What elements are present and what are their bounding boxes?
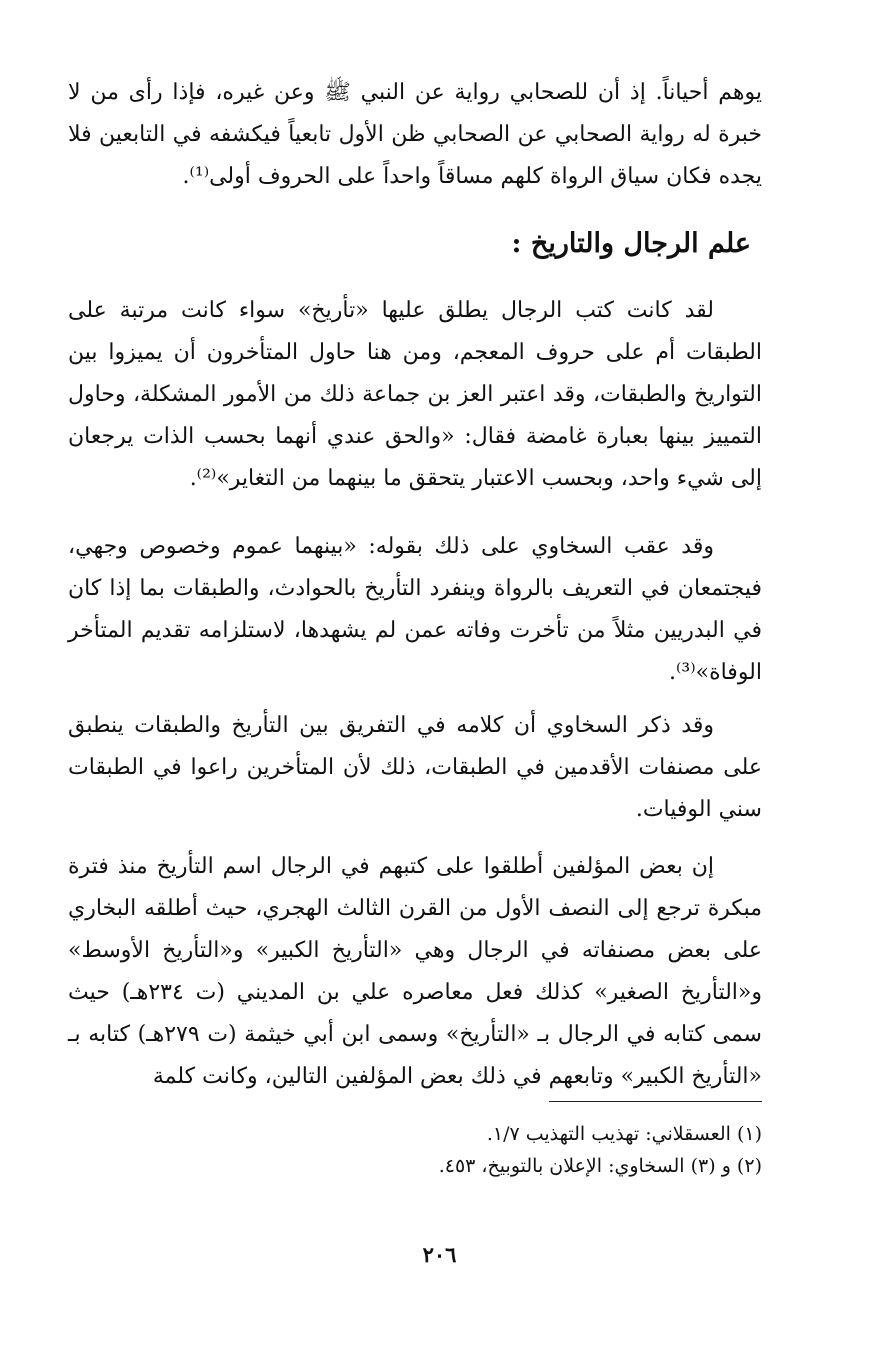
paragraph-sakhawi-distinction: وقد ذكر السخاوي أن كلامه في التفريق بين التأريخ والطبقات ينطبق على مصنفات الأقدمين في الطبقات، ذلك لأن المتأخرين راعوا في الطبقات سني الوفيات. — [68, 713, 762, 822]
paragraph-continued: يوهم أحياناً. إذ أن للصحابي رواية عن النبي ﷺ وعن غيره، فإذا رأى من لا خبرة له رواية الصحابي عن الصحابي ظن الأول تابعياً فيكشفه في التابعين فلا يجده فكان سياق الرواة كلهم مساقاً واحداً على الحروف أولى⁽¹⁾. — [68, 80, 762, 189]
footnote-1: (١) العسقلاني: تهذيب التهذيب ١/٧. — [486, 1123, 762, 1145]
footnote-separator — [549, 1101, 762, 1102]
paragraph-sakhawi-comment: وقد عقب السخاوي على ذلك بقوله: «بينهما عموم وخصوص وجهي، فيجتمعان في التعريف بالرواة وينفرد التأريخ بالحوادث، والطبقات بما إذا كان في البدريين مثلاً من تأخرت وفاته عمن لم يشهدها، لاستلزامه تقديم المتأخر الوفاة»⁽³⁾. — [68, 534, 762, 685]
page-number: ٢٠٦ — [422, 1242, 457, 1267]
footnote-2-3: (٢) و (٣) السخاوي: الإعلان بالتوبيخ، ٤٥٣. — [438, 1155, 762, 1177]
paragraph-history-books: لقد كانت كتب الرجال يطلق عليها «تأريخ» سواء كانت مرتبة على الطبقات أم على حروف المعجم، ومن هنا حاول المتأخرون أن يميزوا بين التواريخ والطبقات، وقد اعتبر العز بن جماعة ذلك من الأمور المشكلة، وحاول التمييز بينها بعبارة غامضة فقال: «والحق عندي أنهما بحسب الذات يرجعان إلى شيء واحد، وبحسب الاعتبار يتحقق ما بينهما من التغاير»⁽²⁾. — [68, 298, 762, 491]
section-heading: علم الرجال والتاريخ : — [511, 228, 751, 259]
paragraph-authors-naming: إن بعض المؤلفين أطلقوا على كتبهم في الرجال اسم التأريخ منذ فترة مبكرة ترجع إلى النصف الأول من القرن الثالث الهجري، حيث أطلقه البخاري على بعض مصنفاته في الرجال وهي «التأريخ الكبير» و«التأريخ الأوسط» و«التأريخ الصغير» كذلك فعل معاصره علي بن المديني (ت ٢٣٤هـ) حيث سمى كتابه في الرجال بـ «التأريخ» وسمى ابن أبي خيثمة (ت ٢٧٩هـ) كتابه بـ «التأريخ الكبير» وتابعهم في ذلك بعض المؤلفين التالين، وكانت كلمة — [68, 854, 762, 1089]
footnotes-list — [68, 1118, 762, 1182]
